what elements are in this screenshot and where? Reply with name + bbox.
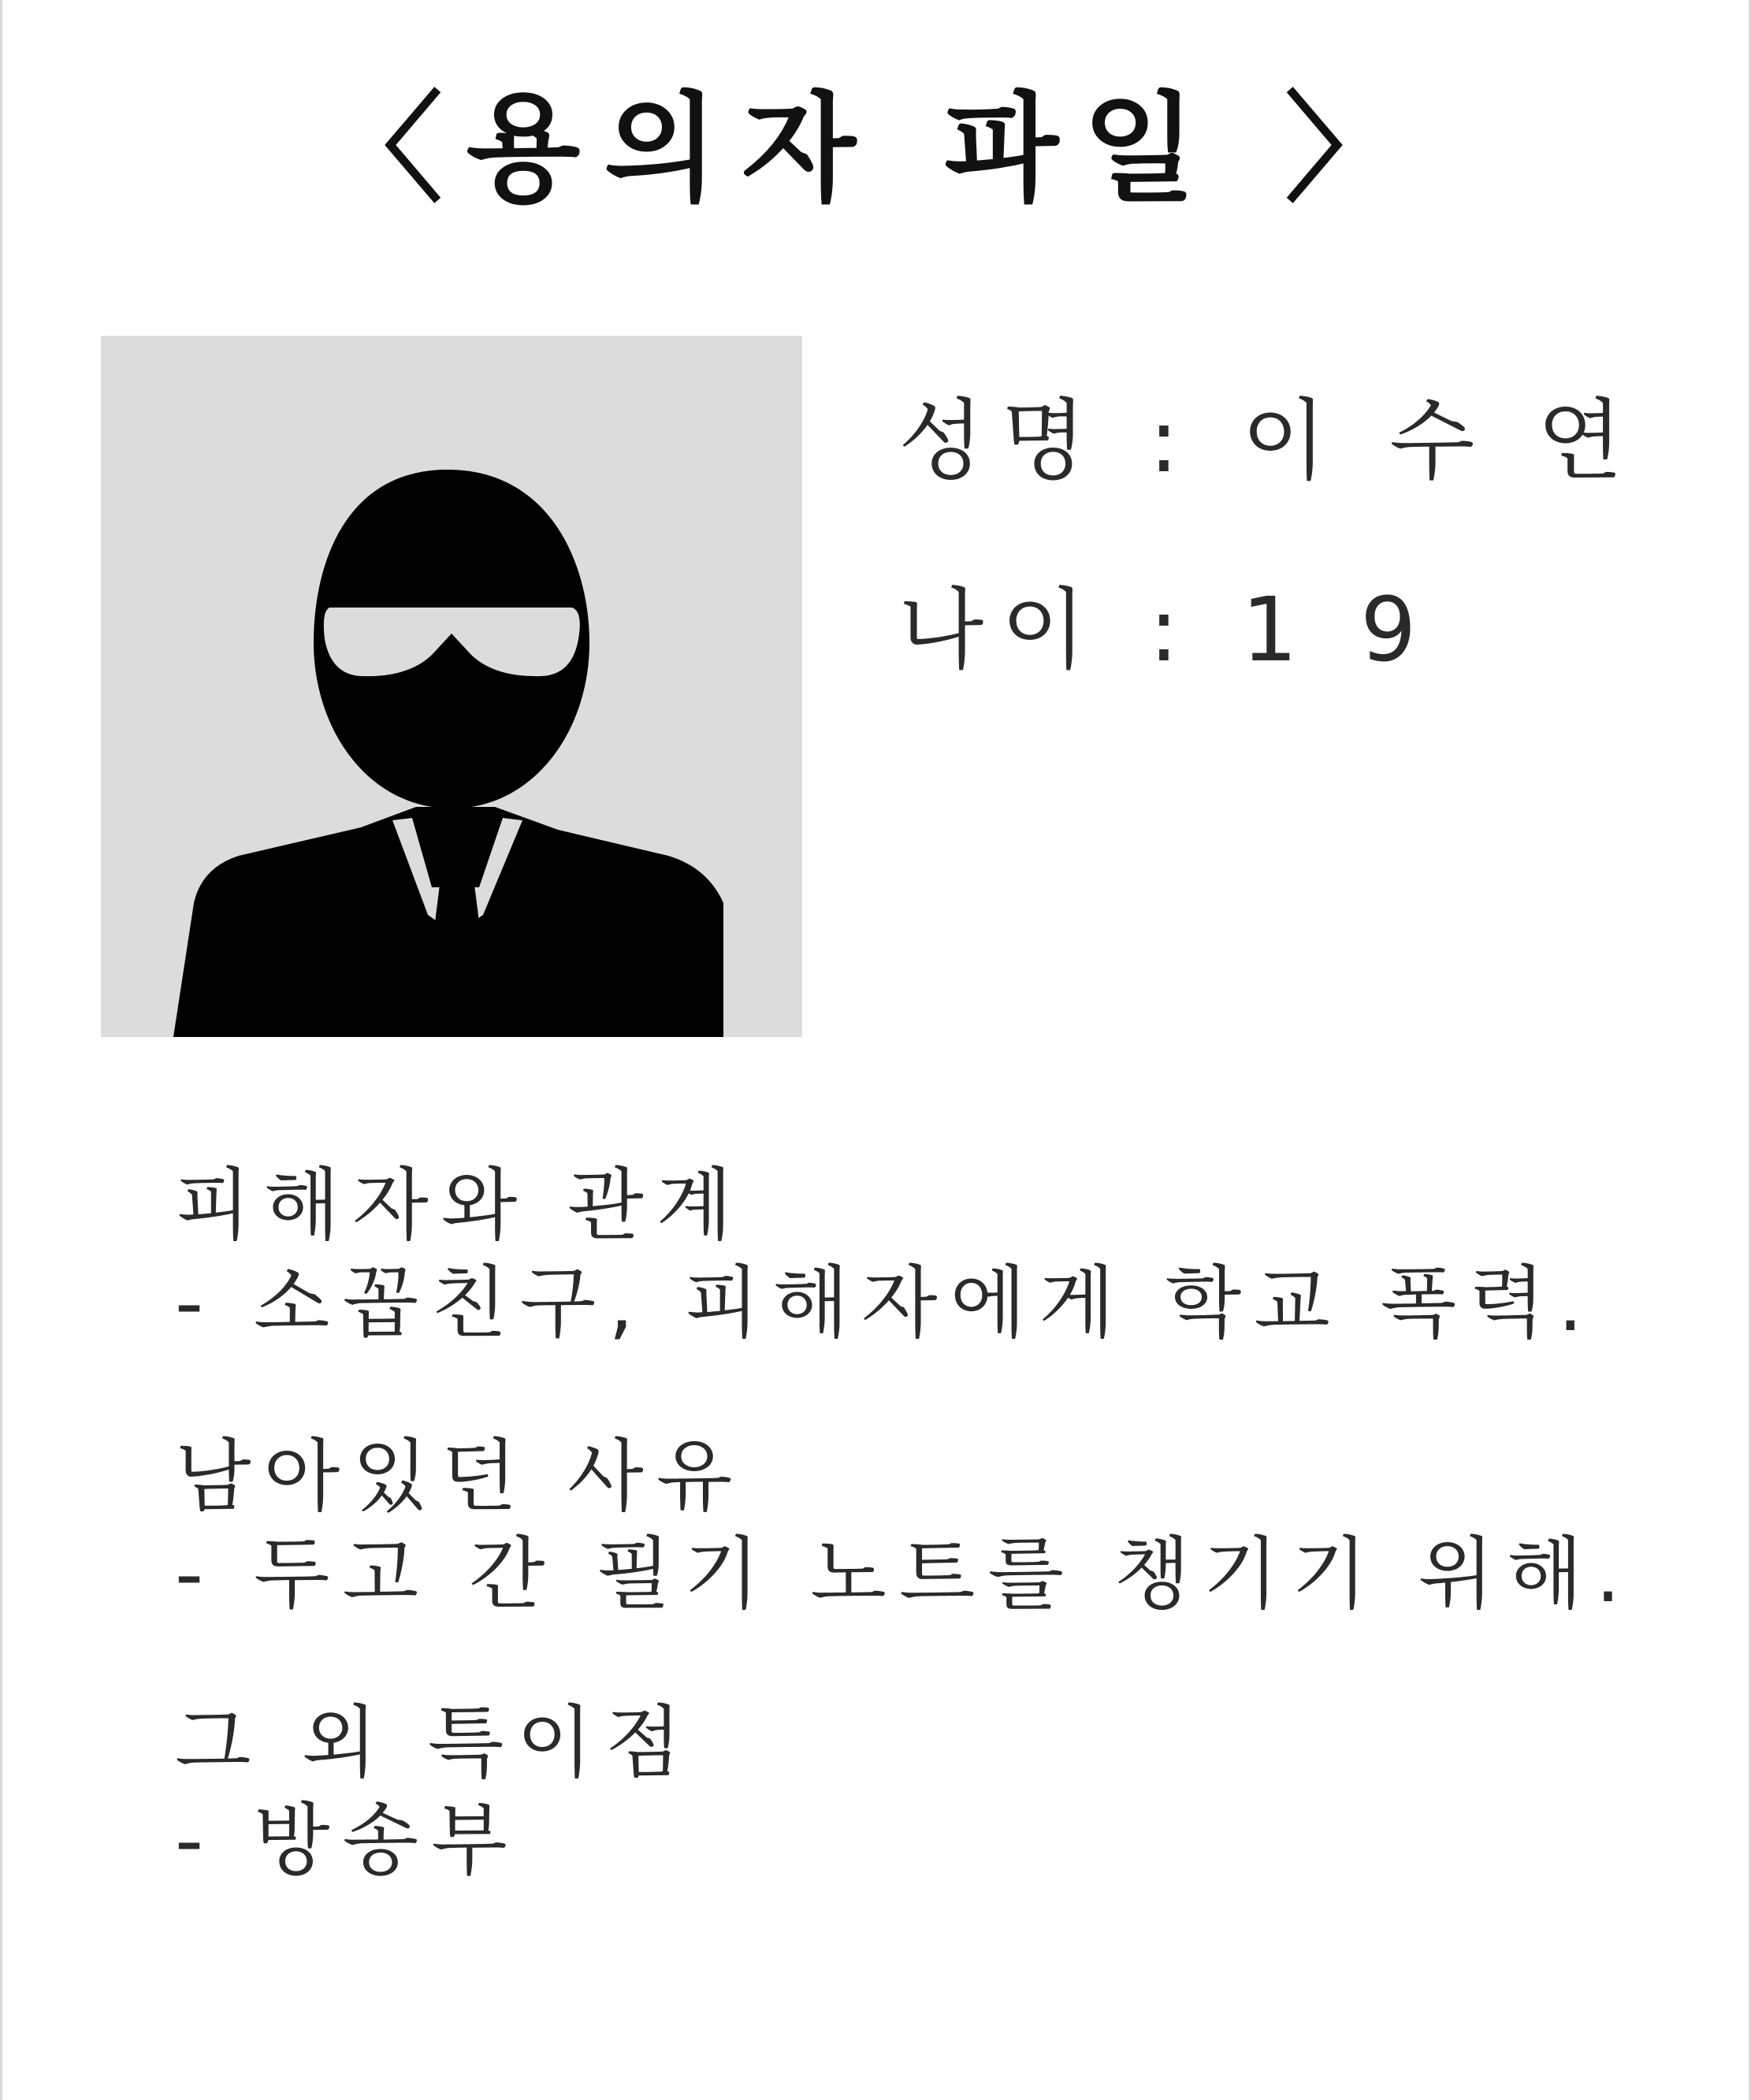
section-detail: - 두고 간 필기 노트를 챙기기 위해. [175, 1528, 1634, 1620]
suspect-name: 성명 : 이 수 연 [898, 390, 1641, 492]
section-heading: 그 외 특이점 [175, 1697, 694, 1789]
section-relationship [175, 1157, 1596, 1352]
section-reason [175, 1428, 1633, 1623]
suspect-age: 나이 : 1 9 [898, 579, 1434, 682]
page-title: 〈용의자 파일 〉 [324, 81, 1427, 218]
suspect-photo [101, 336, 802, 1037]
section-other-notes [175, 1694, 694, 1890]
tie-knot [430, 837, 479, 856]
section-heading: 남아있던 사유 [175, 1430, 745, 1522]
section-heading: 피해자와 관계 [175, 1159, 745, 1251]
section-detail: - 방송부 [175, 1794, 520, 1886]
section-detail: - 소꼽친구, 피해자에게 학교 폭력. [175, 1257, 1596, 1349]
suspect-silhouette-icon [101, 336, 802, 1037]
